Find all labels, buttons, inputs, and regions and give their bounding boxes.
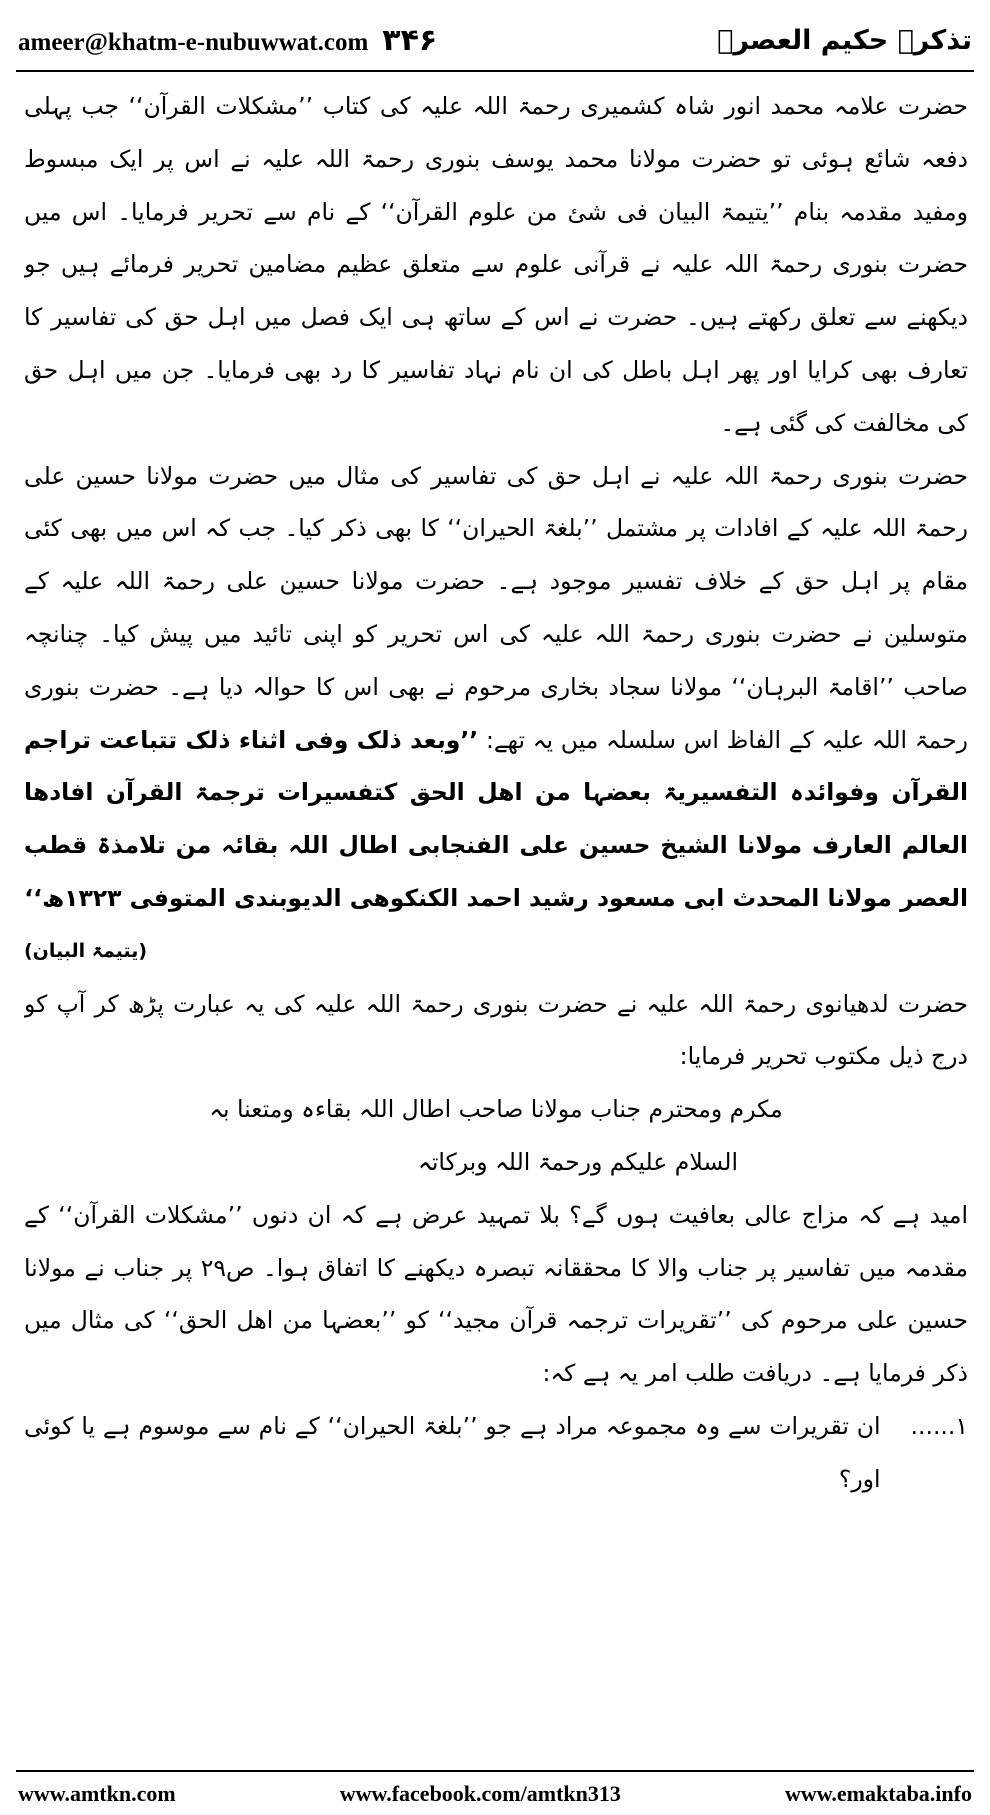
arabic-quote: ’’وبعد ذلک وفی اثناء ذلک تتباعت تراجم القرآن وفوائدہ التفسیریۃ بعضہا من اھل الحق کتفسیرات ترجمۃ القرآن افادھا العالم العارف مولانا الشیخ حسین علی الفنجابی اطال اللہ بقائہ من تلامذۃ قطب العصر مولانا المحدث ابی مسعود رشید احمد الکنکوھی الدیوبندی المتوفی ۱۳۲۳ھ‘‘ [24, 725, 968, 912]
footer-link-facebook[interactable]: www.facebook.com/amtkn313 [339, 1781, 621, 1806]
page-footer [18, 1777, 972, 1811]
page-body [24, 80, 968, 1760]
header-left [18, 23, 437, 58]
paragraph-ludhianvi: حضرت لدھیانوی رحمۃ اللہ علیہ نے حضرت بنوری رحمۃ اللہ علیہ کی یہ عبارت پڑھ کر آپ کو درج ذیل مکتوب تحریر فرمایا: [24, 989, 968, 1071]
question-text: ان تقریرات سے وہ مجموعہ مراد ہے جو ’’بلغۃ الحیران‘‘ کے نام سے موسوم ہے یا کوئی اور؟ [24, 1411, 881, 1493]
paragraph-intro: حضرت علامہ محمد انور شاہ کشمیری رحمۃ اللہ علیہ کی کتاب ’’مشکلات القرآن‘‘ جب پہلی دفعہ شائع ہوئی تو حضرت مولانا محمد یوسف بنوری رحمۃ اللہ علیہ نے اس پر ایک مبسوط ومفید مقدمہ بنام ’’یتیمۃ البیان فی شئ من علوم القرآن‘‘ کے نام سے تحریر فرمایا۔ اس میں حضرت بنوری رحمۃ اللہ علیہ نے قرآنی علوم سے متعلق عظیم مضامین تحریر فرمائے ہیں جو دیکھنے سے تعلق رکھتے ہیں۔ حضرت نے اس کے ساتھ ہی ایک فصل میں اہل حق کی تفاسیر کا تعارف بھی کرایا اور پھر اہل باطل کی ان نام نہاد تفاسیر کا رد بھی فرمایا۔ جن میں اہل حق کی مخالفت کی گئی ہے۔ [24, 92, 968, 437]
letter-question-item [24, 1400, 968, 1506]
footer-link-emaktaba[interactable]: www.emaktaba.info [784, 1781, 972, 1806]
question-number: ۱...... [910, 1411, 968, 1440]
reference-line [24, 925, 968, 978]
book-title: تذکرہ حکیم العصرؒ [717, 24, 972, 56]
header-email[interactable]: ameer@khatm-e-nubuwwat.com [18, 28, 369, 56]
letter-salutation-salam: السلام علیکم ورحمۃ اللہ وبرکاتہ [418, 1147, 738, 1176]
footer-link-amtkn[interactable]: www.amtkn.com [18, 1781, 176, 1806]
page-number: ۳۴۶ [382, 22, 438, 58]
letter-body: امید ہے کہ مزاج عالی بعافیت ہوں گے؟ بلا تمہید عرض ہے کہ ان دنوں ’’مشکلات القرآن‘‘ کے مقدمہ میں تفاسیر پر جناب والا کا محققانہ تبصرہ دیکھنے کا اتفاق ہوا۔ ص۲۹ پر جناب نے مولانا حسین علی مرحوم کی ’’تقریرات ترجمہ قرآن مجید‘‘ کو ’’بعضہا من اھل الحق‘‘ کی مثال میں ذکر فرمایا ہے۔ دریافت طلب امر یہ ہے کہ: [24, 1200, 968, 1388]
page-header [18, 14, 972, 66]
footer-divider [16, 1770, 974, 1772]
header-divider [16, 70, 974, 72]
paragraph-binori-urdu: حضرت بنوری رحمۃ اللہ علیہ نے اہل حق کی تفاسیر کی مثال میں حضرت مولانا حسین علی رحمۃ اللہ علیہ کے افادات پر مشتمل ’’بلغۃ الحیران‘‘ کا بھی ذکر کیا۔ جب کہ اس میں بھی کئی مقام پر اہل حق کے خلاف تفسیر موجود ہے۔ حضرت مولانا حسین علی رحمۃ اللہ علیہ کے متوسلین نے حضرت بنوری رحمۃ اللہ علیہ کی اس تحریر کو اپنی تائید میں پیش کیا۔ چنانچہ صاحب ’’اقامۃ البرہان‘‘ مولانا سجاد بخاری مرحوم نے بھی اس کا حوالہ دیا ہے۔ حضرت بنوری رحمۃ اللہ علیہ کے الفاظ اس سلسلہ میں یہ تھے: [24, 461, 968, 754]
paragraph-binori-mention [24, 450, 968, 925]
reference-citation: (یتیمۃ البیان) [24, 939, 148, 962]
letter-salutation-honorific: مکرم ومحترم جناب مولانا صاحب اطال اللہ بقاءہ ومتعنا بہ [209, 1095, 783, 1124]
